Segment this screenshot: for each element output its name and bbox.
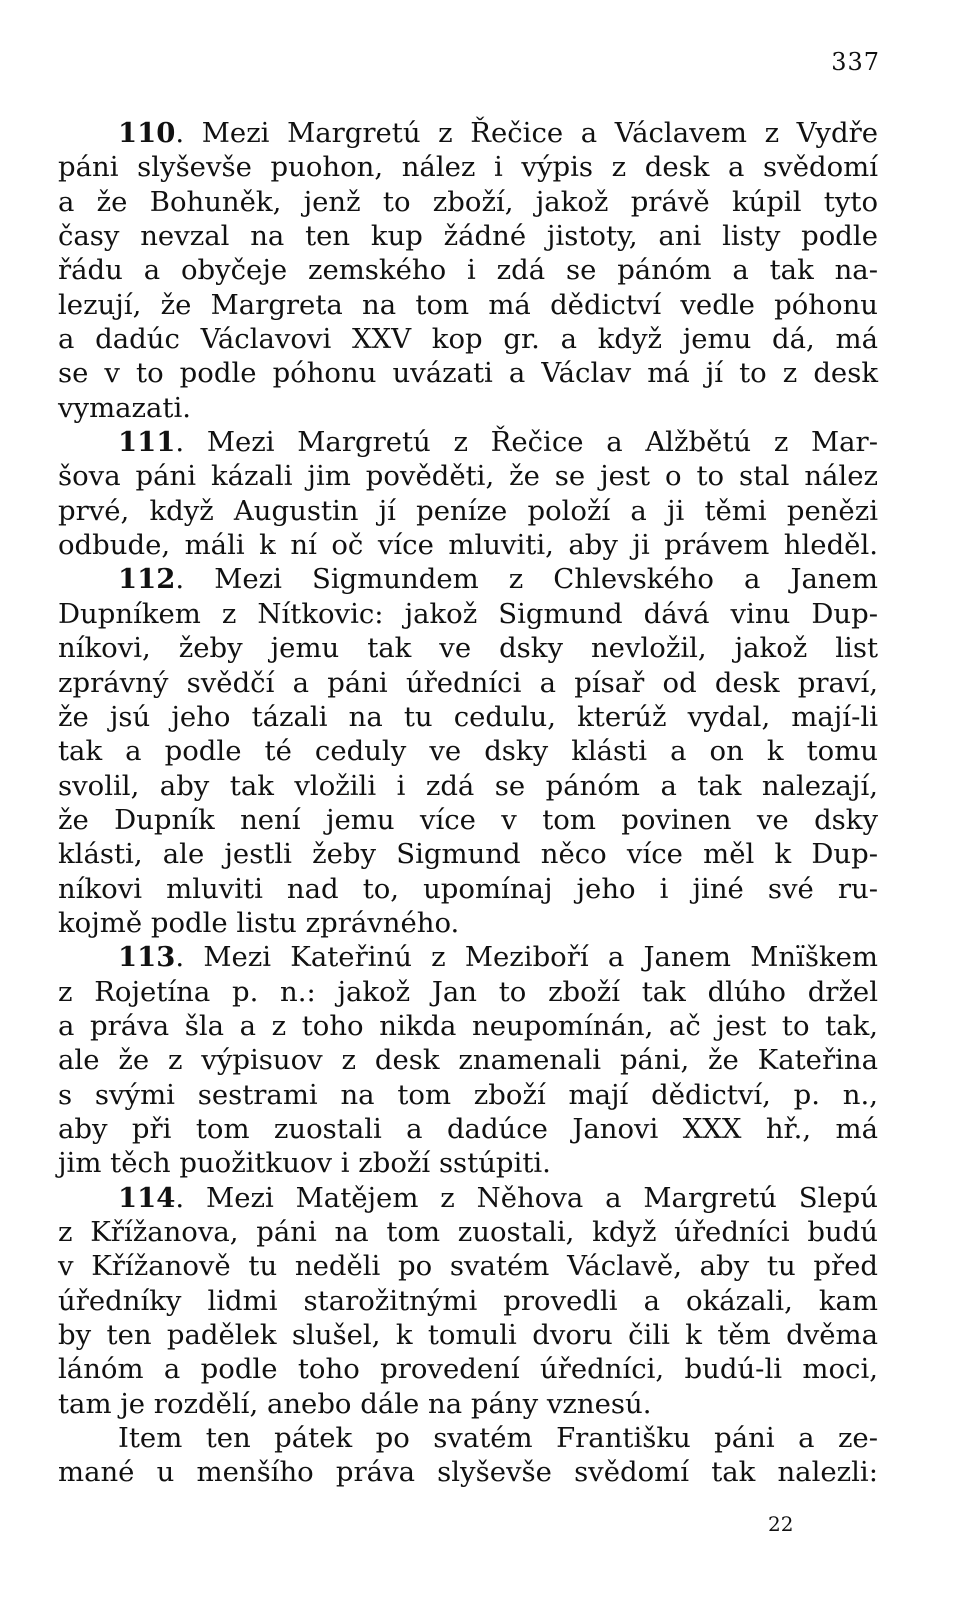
text-line <box>58 562 878 596</box>
sheet-signature: 22 <box>768 1512 794 1536</box>
line-text: že Dupník není jemu více v tom povinen ve dsky <box>58 803 878 836</box>
line-text: ale že z výpisuov z desk znamenali páni, že Kateřina <box>58 1044 878 1077</box>
line-text: s svými sestrami na tom zboží mají dědictví, p. n., <box>58 1078 878 1111</box>
line-text: svolil, aby tak vložili i zdá se pánóm a tak nalezají, <box>58 769 878 802</box>
text-line <box>58 288 878 322</box>
line-text: v Křížanově tu neděli po svatém Václavě, aby tu před <box>58 1250 878 1283</box>
body-text <box>58 116 878 1490</box>
text-line <box>58 150 878 184</box>
line-text: se v to podle póhonu uvázati a Václav má jí to z desk <box>58 357 878 390</box>
text-line <box>58 837 878 871</box>
text-line <box>58 391 878 425</box>
line-text: . Mezi Margretú z Řečice a Václavem z Vydře <box>175 117 878 149</box>
text-line <box>58 1215 878 1249</box>
text-line <box>58 116 878 150</box>
line-text: . Mezi Matějem z Něhova a Margretú Slepú <box>175 1181 878 1214</box>
text-line <box>58 1009 878 1043</box>
text-line <box>58 597 878 631</box>
text-line <box>58 494 878 528</box>
paragraph-number: 113 <box>118 941 176 974</box>
line-text: klásti, ale jestli žeby Sigmund něco více měl k Dup- <box>58 838 878 871</box>
line-text: Item ten pátek po svatém Františku páni a ze- <box>118 1422 878 1455</box>
paragraph-number: 111 <box>118 426 176 459</box>
line-text: by ten padělek slušel, k tomuli dvoru čili k těm dvěma <box>58 1319 878 1352</box>
line-text: že jsú jeho tázali na tu cedulu, kterúž vydal, mají-li <box>58 700 878 733</box>
text-line <box>58 219 878 253</box>
line-text: odbude, máli k ní oč více mluviti, aby ji právem hleděl. <box>58 529 878 562</box>
text-line <box>58 1318 878 1352</box>
text-line <box>58 631 878 665</box>
line-text: tam je rozdělí, anebo dále na pány vznesú. <box>58 1387 652 1420</box>
text-line <box>58 1455 878 1489</box>
line-text: prvé, když Augustin jí peníze položí a ji těmi penězi <box>58 494 878 527</box>
line-text: zprávný svědčí a páni úředníci a písař od desk praví, <box>58 666 878 699</box>
text-line <box>58 1249 878 1283</box>
line-text: lezují, že Margreta na tom má dědictví vedle póhonu <box>58 288 878 321</box>
text-line <box>58 356 878 390</box>
text-line <box>58 322 878 356</box>
line-text: a práva šla a z toho nikda neupomínán, ač jest to tak, <box>58 1009 878 1042</box>
text-line <box>58 872 878 906</box>
line-text: tak a podle té ceduly ve dsky klásti a on k tomu <box>58 735 878 768</box>
line-text: a dadúc Václavovi XXV kop gr. a když jemu dá, má <box>58 323 878 356</box>
text-line <box>58 185 878 219</box>
line-text: časy nevzal na ten kup žádné jistoty, ani listy podle <box>58 220 878 253</box>
line-text: níkovi mluviti nad to, upomínaj jeho i jiné své ru- <box>58 872 878 905</box>
text-line <box>58 803 878 837</box>
text-line <box>58 528 878 562</box>
text-line <box>58 1043 878 1077</box>
text-line <box>58 666 878 700</box>
line-text: mané u menšího práva slyševše svědomí tak nalezli: <box>58 1456 878 1489</box>
line-text: níkovi, žeby jemu tak ve dsky nevložil, jakož list <box>58 632 878 665</box>
line-text: páni slyševše puohon, nález i výpis z desk a svědomí <box>58 151 878 184</box>
text-line <box>58 1112 878 1146</box>
line-text: . Mezi Kateřinú z Meziboří a Janem Mnïškem <box>175 941 878 974</box>
line-text: z Křížanova, páni na tom zuostali, když úředníci budú <box>58 1216 878 1248</box>
line-text: úředníky lidmi starožitnými provedli a okázali, kam <box>58 1284 878 1317</box>
page-number: 337 <box>831 48 880 76</box>
text-line <box>58 1387 878 1421</box>
text-line <box>58 1146 878 1180</box>
paragraph-number: 114 <box>118 1181 176 1214</box>
line-text: . Mezi Sigmundem z Chlevského a Janem <box>175 563 878 596</box>
text-line <box>58 253 878 287</box>
line-text: a že Bohuněk, jenž to zboží, jakož právě kúpil tyto <box>58 185 878 218</box>
text-line <box>58 1181 878 1215</box>
paragraph-number: 110 <box>118 117 176 149</box>
text-line <box>58 459 878 493</box>
line-text: Dupníkem z Nítkovic: jakož Sigmund dává vinu Dup- <box>58 597 878 630</box>
line-text: šova páni kázali jim pověděti, že se jest o to stal nález <box>58 460 878 493</box>
text-line <box>58 975 878 1009</box>
text-line <box>58 700 878 734</box>
text-line <box>58 1421 878 1455</box>
text-line <box>58 1078 878 1112</box>
text-line <box>58 769 878 803</box>
text-line <box>58 906 878 940</box>
text-line <box>58 734 878 768</box>
text-line <box>58 940 878 974</box>
line-text: . Mezi Margretú z Řečice a Alžbětú z Mar- <box>175 426 878 459</box>
line-text: řádu a obyčeje zemského i zdá se pánóm a tak na- <box>58 254 878 287</box>
line-text: aby při tom zuostali a dadúce Janovi XXX hř., má <box>58 1112 878 1145</box>
text-line <box>58 1352 878 1386</box>
line-text: kojmě podle listu zprávného. <box>58 906 460 939</box>
text-line <box>58 1284 878 1318</box>
line-text: vymazati. <box>58 391 192 424</box>
text-line <box>58 425 878 459</box>
line-text: z Rojetína p. n.: jakož Jan to zboží tak dlúho držel <box>58 975 878 1008</box>
line-text: lánóm a podle toho provedení úředníci, budú-li moci, <box>58 1353 878 1386</box>
line-text: jim těch puožitkuov i zboží sstúpiti. <box>58 1147 551 1180</box>
paragraph-number: 112 <box>118 563 176 596</box>
